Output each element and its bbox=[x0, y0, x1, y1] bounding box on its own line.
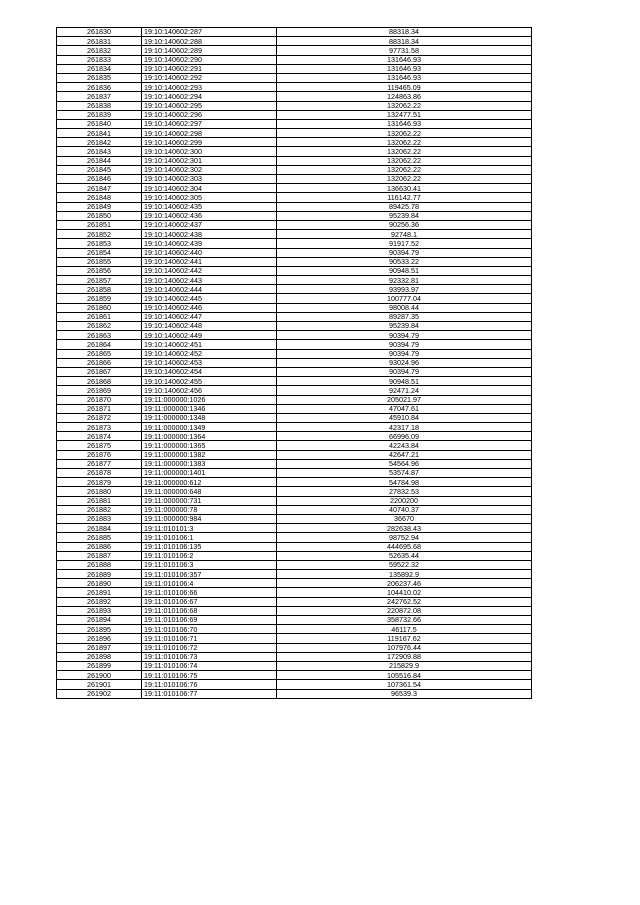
row-id-cell: 261884 bbox=[57, 524, 142, 533]
row-id-cell: 261844 bbox=[57, 156, 142, 165]
cadastral-number-cell: 19:10:140602:435 bbox=[142, 202, 277, 211]
cadastral-number-cell: 19:10:140602:448 bbox=[142, 322, 277, 331]
table-row bbox=[57, 193, 532, 202]
value-cell: 40740.37 bbox=[277, 505, 532, 514]
cadastral-number-cell: 19:10:140602:304 bbox=[142, 184, 277, 193]
cadastral-number-cell: 19:11:010106:75 bbox=[142, 671, 277, 680]
table-row bbox=[57, 395, 532, 404]
cadastral-number-cell: 19:10:140602:446 bbox=[142, 303, 277, 312]
cadastral-number-cell: 19:11:000000:731 bbox=[142, 496, 277, 505]
cadastral-number-cell: 19:10:140602:455 bbox=[142, 377, 277, 386]
value-cell: 104410.02 bbox=[277, 588, 532, 597]
cadastral-number-cell: 19:10:140602:287 bbox=[142, 28, 277, 37]
row-id-cell: 261858 bbox=[57, 285, 142, 294]
row-id-cell: 261845 bbox=[57, 165, 142, 174]
cadastral-number-cell: 19:10:140602:292 bbox=[142, 73, 277, 82]
cadastral-number-cell: 19:10:140602:300 bbox=[142, 147, 277, 156]
cadastral-number-cell: 19:10:140602:289 bbox=[142, 46, 277, 55]
value-cell: 131646.93 bbox=[277, 64, 532, 73]
row-id-cell: 261866 bbox=[57, 358, 142, 367]
table-row bbox=[57, 441, 532, 450]
row-id-cell: 261898 bbox=[57, 652, 142, 661]
row-id-cell: 261836 bbox=[57, 83, 142, 92]
table-row bbox=[57, 129, 532, 138]
row-id-cell: 261852 bbox=[57, 230, 142, 239]
row-id-cell: 261892 bbox=[57, 597, 142, 606]
cadastral-number-cell: 19:11:000000:648 bbox=[142, 487, 277, 496]
table-row bbox=[57, 450, 532, 459]
value-cell: 98752.94 bbox=[277, 533, 532, 542]
table-row bbox=[57, 156, 532, 165]
table-row bbox=[57, 367, 532, 376]
row-id-cell: 261896 bbox=[57, 634, 142, 643]
table-row bbox=[57, 257, 532, 266]
value-cell: 88318.34 bbox=[277, 28, 532, 37]
cadastral-number-cell: 19:11:010106:70 bbox=[142, 625, 277, 634]
table-row bbox=[57, 276, 532, 285]
table-row bbox=[57, 469, 532, 478]
value-cell: 90948.51 bbox=[277, 266, 532, 275]
cadastral-number-cell: 19:10:140602:453 bbox=[142, 358, 277, 367]
value-cell: 90256.36 bbox=[277, 220, 532, 229]
row-id-cell: 261842 bbox=[57, 138, 142, 147]
cadastral-number-cell: 19:10:140602:451 bbox=[142, 340, 277, 349]
value-cell: 132062.22 bbox=[277, 175, 532, 184]
row-id-cell: 261833 bbox=[57, 55, 142, 64]
cadastral-number-cell: 19:10:140602:290 bbox=[142, 55, 277, 64]
row-id-cell: 261856 bbox=[57, 266, 142, 275]
table-row bbox=[57, 542, 532, 551]
row-id-cell: 261861 bbox=[57, 312, 142, 321]
row-id-cell: 261897 bbox=[57, 643, 142, 652]
value-cell: 42243.84 bbox=[277, 441, 532, 450]
table-row bbox=[57, 386, 532, 395]
value-cell: 93024.96 bbox=[277, 358, 532, 367]
table-row bbox=[57, 496, 532, 505]
row-id-cell: 261832 bbox=[57, 46, 142, 55]
cadastral-number-cell: 19:10:140602:293 bbox=[142, 83, 277, 92]
table-row bbox=[57, 643, 532, 652]
value-cell: 27832.53 bbox=[277, 487, 532, 496]
row-id-cell: 261840 bbox=[57, 119, 142, 128]
cadastral-number-cell: 19:11:010106:76 bbox=[142, 680, 277, 689]
table-row bbox=[57, 478, 532, 487]
row-id-cell: 261881 bbox=[57, 496, 142, 505]
value-cell: 95239.84 bbox=[277, 322, 532, 331]
table-row bbox=[57, 689, 532, 698]
table-row bbox=[57, 202, 532, 211]
value-cell: 242762.52 bbox=[277, 597, 532, 606]
cadastral-number-cell: 19:10:140602:291 bbox=[142, 64, 277, 73]
value-cell: 107976.44 bbox=[277, 643, 532, 652]
row-id-cell: 261847 bbox=[57, 184, 142, 193]
cadastral-number-cell: 19:11:000000:1348 bbox=[142, 413, 277, 422]
row-id-cell: 261831 bbox=[57, 37, 142, 46]
table-row bbox=[57, 514, 532, 523]
table-row bbox=[57, 147, 532, 156]
table-row bbox=[57, 524, 532, 533]
row-id-cell: 261860 bbox=[57, 303, 142, 312]
table-row bbox=[57, 459, 532, 468]
value-cell: 52635.44 bbox=[277, 551, 532, 560]
table-row bbox=[57, 322, 532, 331]
cadastral-number-cell: 19:10:140602:436 bbox=[142, 211, 277, 220]
cadastral-number-cell: 19:11:010101:3 bbox=[142, 524, 277, 533]
row-id-cell: 261888 bbox=[57, 560, 142, 569]
cadastral-number-cell: 19:10:140602:456 bbox=[142, 386, 277, 395]
table-row bbox=[57, 220, 532, 229]
row-id-cell: 261839 bbox=[57, 110, 142, 119]
row-id-cell: 261841 bbox=[57, 129, 142, 138]
value-cell: 2200200 bbox=[277, 496, 532, 505]
table-row bbox=[57, 570, 532, 579]
table-row bbox=[57, 303, 532, 312]
row-id-cell: 261877 bbox=[57, 459, 142, 468]
row-id-cell: 261871 bbox=[57, 404, 142, 413]
value-cell: 98008.44 bbox=[277, 303, 532, 312]
value-cell: 131646.93 bbox=[277, 55, 532, 64]
value-cell: 88318.34 bbox=[277, 37, 532, 46]
row-id-cell: 261902 bbox=[57, 689, 142, 698]
cadastral-number-cell: 19:11:010106:71 bbox=[142, 634, 277, 643]
table-row bbox=[57, 413, 532, 422]
cadastral-number-cell: 19:11:000000:78 bbox=[142, 505, 277, 514]
cadastral-number-cell: 19:11:010106:66 bbox=[142, 588, 277, 597]
cadastral-number-cell: 19:10:140602:298 bbox=[142, 129, 277, 138]
row-id-cell: 261862 bbox=[57, 322, 142, 331]
cadastral-number-cell: 19:11:010106:73 bbox=[142, 652, 277, 661]
cadastral-number-cell: 19:11:010106:1 bbox=[142, 533, 277, 542]
value-cell: 90394.79 bbox=[277, 248, 532, 257]
row-id-cell: 261843 bbox=[57, 147, 142, 156]
cadastral-number-cell: 19:10:140602:445 bbox=[142, 294, 277, 303]
table-row bbox=[57, 312, 532, 321]
table-row bbox=[57, 560, 532, 569]
table-row bbox=[57, 64, 532, 73]
table-row bbox=[57, 101, 532, 110]
table-row bbox=[57, 92, 532, 101]
table-row bbox=[57, 248, 532, 257]
row-id-cell: 261883 bbox=[57, 514, 142, 523]
row-id-cell: 261863 bbox=[57, 331, 142, 340]
table-row bbox=[57, 37, 532, 46]
table-row bbox=[57, 349, 532, 358]
table-row bbox=[57, 680, 532, 689]
value-cell: 132062.22 bbox=[277, 138, 532, 147]
table-row bbox=[57, 184, 532, 193]
value-cell: 92332.81 bbox=[277, 276, 532, 285]
value-cell: 47047.61 bbox=[277, 404, 532, 413]
cadastral-number-cell: 19:10:140602:301 bbox=[142, 156, 277, 165]
cadastral-number-cell: 19:10:140602:294 bbox=[142, 92, 277, 101]
value-cell: 107361.54 bbox=[277, 680, 532, 689]
cadastral-number-cell: 19:11:010106:72 bbox=[142, 643, 277, 652]
table-row bbox=[57, 579, 532, 588]
table-row bbox=[57, 239, 532, 248]
value-cell: 116142.77 bbox=[277, 193, 532, 202]
table-row bbox=[57, 175, 532, 184]
row-id-cell: 261868 bbox=[57, 377, 142, 386]
cadastral-number-cell: 19:10:140602:299 bbox=[142, 138, 277, 147]
table-row bbox=[57, 358, 532, 367]
row-id-cell: 261900 bbox=[57, 671, 142, 680]
table-row bbox=[57, 652, 532, 661]
value-cell: 105516.84 bbox=[277, 671, 532, 680]
value-cell: 205021.97 bbox=[277, 395, 532, 404]
row-id-cell: 261878 bbox=[57, 469, 142, 478]
table-row bbox=[57, 606, 532, 615]
cadastral-number-cell: 19:10:140602:441 bbox=[142, 257, 277, 266]
cadastral-number-cell: 19:10:140602:443 bbox=[142, 276, 277, 285]
cadastral-number-cell: 19:10:140602:303 bbox=[142, 175, 277, 184]
row-id-cell: 261846 bbox=[57, 175, 142, 184]
cadastral-number-cell: 19:11:000000:1026 bbox=[142, 395, 277, 404]
value-cell: 131646.93 bbox=[277, 119, 532, 128]
value-cell: 89287.35 bbox=[277, 312, 532, 321]
value-cell: 93993.97 bbox=[277, 285, 532, 294]
value-cell: 92748.1 bbox=[277, 230, 532, 239]
value-cell: 172909.88 bbox=[277, 652, 532, 661]
value-cell: 59522.32 bbox=[277, 560, 532, 569]
table-row bbox=[57, 588, 532, 597]
table-row bbox=[57, 432, 532, 441]
table-row bbox=[57, 294, 532, 303]
row-id-cell: 261895 bbox=[57, 625, 142, 634]
value-cell: 136630.41 bbox=[277, 184, 532, 193]
row-id-cell: 261838 bbox=[57, 101, 142, 110]
cadastral-number-cell: 19:10:140602:288 bbox=[142, 37, 277, 46]
value-cell: 131646.93 bbox=[277, 73, 532, 82]
value-cell: 90394.79 bbox=[277, 367, 532, 376]
value-cell: 90533.22 bbox=[277, 257, 532, 266]
row-id-cell: 261885 bbox=[57, 533, 142, 542]
cadastral-number-cell: 19:11:010106:135 bbox=[142, 542, 277, 551]
row-id-cell: 261865 bbox=[57, 349, 142, 358]
value-cell: 119167.62 bbox=[277, 634, 532, 643]
row-id-cell: 261875 bbox=[57, 441, 142, 450]
table-row bbox=[57, 83, 532, 92]
table-row bbox=[57, 46, 532, 55]
value-cell: 444695.68 bbox=[277, 542, 532, 551]
cadastral-number-cell: 19:11:000000:984 bbox=[142, 514, 277, 523]
value-cell: 215829.9 bbox=[277, 661, 532, 670]
value-cell: 358732.66 bbox=[277, 616, 532, 625]
row-id-cell: 261901 bbox=[57, 680, 142, 689]
row-id-cell: 261849 bbox=[57, 202, 142, 211]
cadastral-number-cell: 19:11:010106:77 bbox=[142, 689, 277, 698]
row-id-cell: 261855 bbox=[57, 257, 142, 266]
value-cell: 132062.22 bbox=[277, 129, 532, 138]
table-row bbox=[57, 671, 532, 680]
value-cell: 282638.43 bbox=[277, 524, 532, 533]
cadastral-number-cell: 19:10:140602:439 bbox=[142, 239, 277, 248]
cadastral-number-cell: 19:11:000000:1401 bbox=[142, 469, 277, 478]
row-id-cell: 261889 bbox=[57, 570, 142, 579]
value-cell: 220872.08 bbox=[277, 606, 532, 615]
value-cell: 89425.78 bbox=[277, 202, 532, 211]
cadastral-number-cell: 19:10:140602:305 bbox=[142, 193, 277, 202]
table-row bbox=[57, 211, 532, 220]
value-cell: 90394.79 bbox=[277, 340, 532, 349]
value-cell: 36670 bbox=[277, 514, 532, 523]
row-id-cell: 261864 bbox=[57, 340, 142, 349]
value-cell: 97731.58 bbox=[277, 46, 532, 55]
row-id-cell: 261835 bbox=[57, 73, 142, 82]
table-row bbox=[57, 331, 532, 340]
table-row bbox=[57, 634, 532, 643]
row-id-cell: 261874 bbox=[57, 432, 142, 441]
table-row bbox=[57, 597, 532, 606]
cadastral-number-cell: 19:11:010106:68 bbox=[142, 606, 277, 615]
data-table bbox=[56, 27, 532, 699]
cadastral-number-cell: 19:10:140602:440 bbox=[142, 248, 277, 257]
cadastral-number-cell: 19:10:140602:454 bbox=[142, 367, 277, 376]
table-row bbox=[57, 230, 532, 239]
cadastral-number-cell: 19:11:000000:1365 bbox=[142, 441, 277, 450]
cadastral-number-cell: 19:11:000000:1349 bbox=[142, 423, 277, 432]
cadastral-number-cell: 19:11:010106:74 bbox=[142, 661, 277, 670]
cadastral-number-cell: 19:10:140602:438 bbox=[142, 230, 277, 239]
row-id-cell: 261870 bbox=[57, 395, 142, 404]
value-cell: 135892.9 bbox=[277, 570, 532, 579]
row-id-cell: 261869 bbox=[57, 386, 142, 395]
cadastral-number-cell: 19:10:140602:296 bbox=[142, 110, 277, 119]
cadastral-number-cell: 19:11:000000:1364 bbox=[142, 432, 277, 441]
cadastral-number-cell: 19:11:000000:1382 bbox=[142, 450, 277, 459]
value-cell: 132062.22 bbox=[277, 147, 532, 156]
value-cell: 132477.51 bbox=[277, 110, 532, 119]
row-id-cell: 261850 bbox=[57, 211, 142, 220]
row-id-cell: 261887 bbox=[57, 551, 142, 560]
value-cell: 206237.46 bbox=[277, 579, 532, 588]
table-row bbox=[57, 110, 532, 119]
row-id-cell: 261891 bbox=[57, 588, 142, 597]
row-id-cell: 261854 bbox=[57, 248, 142, 257]
row-id-cell: 261851 bbox=[57, 220, 142, 229]
table-row bbox=[57, 285, 532, 294]
table-body bbox=[57, 28, 532, 699]
value-cell: 45910.84 bbox=[277, 413, 532, 422]
cadastral-number-cell: 19:10:140602:302 bbox=[142, 165, 277, 174]
cadastral-number-cell: 19:10:140602:447 bbox=[142, 312, 277, 321]
row-id-cell: 261830 bbox=[57, 28, 142, 37]
value-cell: 53574.87 bbox=[277, 469, 532, 478]
row-id-cell: 261848 bbox=[57, 193, 142, 202]
row-id-cell: 261834 bbox=[57, 64, 142, 73]
table-row bbox=[57, 533, 532, 542]
value-cell: 90394.79 bbox=[277, 349, 532, 358]
row-id-cell: 261872 bbox=[57, 413, 142, 422]
value-cell: 132062.22 bbox=[277, 165, 532, 174]
value-cell: 132062.22 bbox=[277, 101, 532, 110]
table-row bbox=[57, 266, 532, 275]
value-cell: 124863.86 bbox=[277, 92, 532, 101]
cadastral-number-cell: 19:10:140602:442 bbox=[142, 266, 277, 275]
table-row bbox=[57, 138, 532, 147]
cadastral-number-cell: 19:10:140602:295 bbox=[142, 101, 277, 110]
cadastral-number-cell: 19:11:010106:67 bbox=[142, 597, 277, 606]
cadastral-number-cell: 19:10:140602:297 bbox=[142, 119, 277, 128]
table-row bbox=[57, 28, 532, 37]
row-id-cell: 261873 bbox=[57, 423, 142, 432]
table-row bbox=[57, 551, 532, 560]
table-row bbox=[57, 165, 532, 174]
value-cell: 66996.09 bbox=[277, 432, 532, 441]
table-row bbox=[57, 661, 532, 670]
table-row bbox=[57, 423, 532, 432]
row-id-cell: 261876 bbox=[57, 450, 142, 459]
cadastral-number-cell: 19:11:000000:1346 bbox=[142, 404, 277, 413]
row-id-cell: 261886 bbox=[57, 542, 142, 551]
row-id-cell: 261880 bbox=[57, 487, 142, 496]
row-id-cell: 261879 bbox=[57, 478, 142, 487]
cadastral-number-cell: 19:11:010106:357 bbox=[142, 570, 277, 579]
cadastral-number-cell: 19:10:140602:444 bbox=[142, 285, 277, 294]
table-row bbox=[57, 487, 532, 496]
table-row bbox=[57, 377, 532, 386]
row-id-cell: 261867 bbox=[57, 367, 142, 376]
value-cell: 132062.22 bbox=[277, 156, 532, 165]
value-cell: 90948.51 bbox=[277, 377, 532, 386]
cadastral-number-cell: 19:11:010106:2 bbox=[142, 551, 277, 560]
value-cell: 95239.84 bbox=[277, 211, 532, 220]
row-id-cell: 261837 bbox=[57, 92, 142, 101]
value-cell: 54564.96 bbox=[277, 459, 532, 468]
value-cell: 119465.09 bbox=[277, 83, 532, 92]
table-row bbox=[57, 55, 532, 64]
value-cell: 100777.04 bbox=[277, 294, 532, 303]
value-cell: 54784.98 bbox=[277, 478, 532, 487]
table-row bbox=[57, 625, 532, 634]
row-id-cell: 261853 bbox=[57, 239, 142, 248]
table-row bbox=[57, 404, 532, 413]
cadastral-number-cell: 19:11:000000:612 bbox=[142, 478, 277, 487]
table-row bbox=[57, 340, 532, 349]
cadastral-number-cell: 19:10:140602:437 bbox=[142, 220, 277, 229]
row-id-cell: 261857 bbox=[57, 276, 142, 285]
row-id-cell: 261890 bbox=[57, 579, 142, 588]
value-cell: 90394.79 bbox=[277, 331, 532, 340]
value-cell: 96539.3 bbox=[277, 689, 532, 698]
row-id-cell: 261899 bbox=[57, 661, 142, 670]
row-id-cell: 261893 bbox=[57, 606, 142, 615]
cadastral-number-cell: 19:11:010106:69 bbox=[142, 616, 277, 625]
table-row bbox=[57, 505, 532, 514]
cadastral-number-cell: 19:11:000000:1383 bbox=[142, 459, 277, 468]
row-id-cell: 261859 bbox=[57, 294, 142, 303]
cadastral-number-cell: 19:10:140602:449 bbox=[142, 331, 277, 340]
value-cell: 92471.24 bbox=[277, 386, 532, 395]
table-row bbox=[57, 616, 532, 625]
row-id-cell: 261894 bbox=[57, 616, 142, 625]
table-row bbox=[57, 119, 532, 128]
table-row bbox=[57, 73, 532, 82]
row-id-cell: 261882 bbox=[57, 505, 142, 514]
value-cell: 42317.18 bbox=[277, 423, 532, 432]
value-cell: 46117.5 bbox=[277, 625, 532, 634]
cadastral-number-cell: 19:10:140602:452 bbox=[142, 349, 277, 358]
cadastral-number-cell: 19:11:010106:4 bbox=[142, 579, 277, 588]
value-cell: 91917.52 bbox=[277, 239, 532, 248]
cadastral-number-cell: 19:11:010106:3 bbox=[142, 560, 277, 569]
value-cell: 42647.21 bbox=[277, 450, 532, 459]
